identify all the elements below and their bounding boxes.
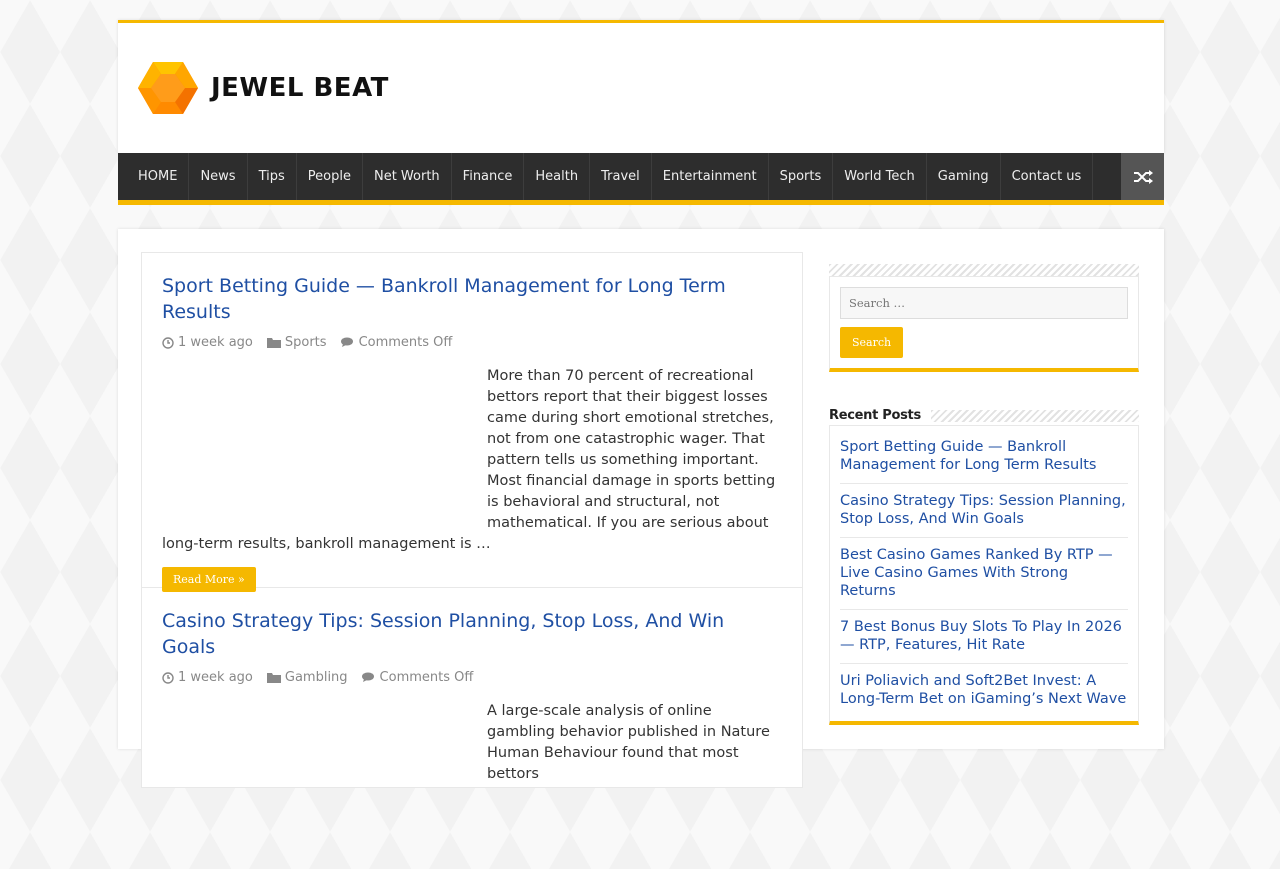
nav-world-tech[interactable]: World Tech: [833, 153, 927, 200]
post-date: [162, 335, 253, 350]
nav-health[interactable]: Health: [524, 153, 590, 200]
site-header: [118, 20, 1164, 153]
hexagon-logo-icon: [137, 60, 199, 116]
post-date: [162, 670, 253, 685]
post-date-text: 1 week ago: [178, 335, 253, 350]
nav-gaming[interactable]: Gaming: [927, 153, 1001, 200]
nav-tips[interactable]: Tips: [248, 153, 297, 200]
search-widget: [829, 276, 1139, 372]
post-item: [141, 252, 803, 588]
comments-icon: [362, 672, 376, 683]
nav-news[interactable]: News: [189, 153, 247, 200]
post-item: [141, 588, 803, 788]
nav-home[interactable]: HOME: [118, 153, 189, 200]
nav-contact-us[interactable]: Contact us: [1001, 153, 1094, 200]
post-meta: [162, 335, 782, 350]
post-date-text: 1 week ago: [178, 670, 253, 685]
post-meta: [162, 670, 782, 685]
recent-posts-header: [829, 408, 1139, 423]
post-excerpt-text: More than 70 percent of recreational bettors report that their biggest losses came during short emotional stretches, not from one catastrophic wager. That pattern tells us something important. Most financial damage in sports betting is behavioral and structural, not mathematical. If you are serious about long-term results, bankroll management is …: [162, 368, 776, 552]
folder-icon: [267, 672, 281, 683]
clock-icon: [162, 337, 174, 349]
nav-people[interactable]: People: [297, 153, 363, 200]
post-comments-text: Comments Off: [379, 670, 474, 685]
widget-divider: [931, 410, 1139, 422]
recent-post-link[interactable]: Best Casino Games Ranked By RTP — Live Casino Games With Strong Returns: [840, 546, 1128, 610]
main-navigation: [118, 153, 1164, 205]
post-category-link[interactable]: Sports: [284, 335, 327, 350]
nav-travel[interactable]: Travel: [590, 153, 652, 200]
comments-icon: [341, 337, 355, 348]
post-thumbnail[interactable]: [162, 366, 482, 534]
recent-posts-widget: [829, 425, 1139, 725]
post-excerpt: [162, 701, 782, 785]
nav-sports[interactable]: Sports: [769, 153, 834, 200]
recent-posts-title: Recent Posts: [829, 408, 921, 423]
post-excerpt-text: A large-scale analysis of online gambling behavior published in Nature Human Behaviour found that most bettors: [487, 703, 770, 782]
post-comments: [341, 335, 453, 350]
nav-finance[interactable]: Finance: [452, 153, 525, 200]
post-comments-text: Comments Off: [358, 335, 453, 350]
post-category: [267, 670, 348, 685]
post-title-link[interactable]: Casino Strategy Tips: Session Planning, Stop Loss, And Win Goals: [162, 610, 725, 658]
post-category: [267, 335, 327, 350]
post-excerpt: [162, 366, 782, 555]
widget-divider: [829, 264, 1139, 276]
page-wrapper: [118, 20, 1164, 782]
recent-post-link[interactable]: Sport Betting Guide — Bankroll Management for Long Term Results: [840, 438, 1128, 484]
search-button[interactable]: Search: [840, 327, 903, 358]
read-more-button[interactable]: Read More »: [162, 567, 256, 592]
content-area: [118, 229, 1164, 782]
recent-post-link[interactable]: 7 Best Bonus Buy Slots To Play In 2026 — RTP, Features, Hit Rate: [840, 618, 1128, 664]
post-title-link[interactable]: Sport Betting Guide — Bankroll Management for Long Term Results: [162, 275, 726, 323]
nav-net-worth[interactable]: Net Worth: [363, 153, 452, 200]
recent-post-link[interactable]: Casino Strategy Tips: Session Planning, Stop Loss, And Win Goals: [840, 492, 1128, 538]
shuffle-icon: [1133, 169, 1153, 185]
post-comments: [362, 670, 474, 685]
random-article-button[interactable]: [1121, 153, 1164, 200]
post-list: [141, 252, 803, 869]
site-name: JEWEL BEAT: [211, 73, 389, 103]
post-thumbnail[interactable]: [162, 701, 482, 869]
post-category-link[interactable]: Gambling: [284, 670, 348, 685]
site-logo[interactable]: [137, 60, 389, 116]
sidebar: [829, 264, 1139, 725]
folder-icon: [267, 337, 281, 348]
nav-entertainment[interactable]: Entertainment: [652, 153, 769, 200]
search-input[interactable]: [840, 287, 1128, 319]
recent-post-link[interactable]: Uri Poliavich and Soft2Bet Invest: A Long-Term Bet on iGaming’s Next Wave: [840, 673, 1127, 707]
clock-icon: [162, 672, 174, 684]
